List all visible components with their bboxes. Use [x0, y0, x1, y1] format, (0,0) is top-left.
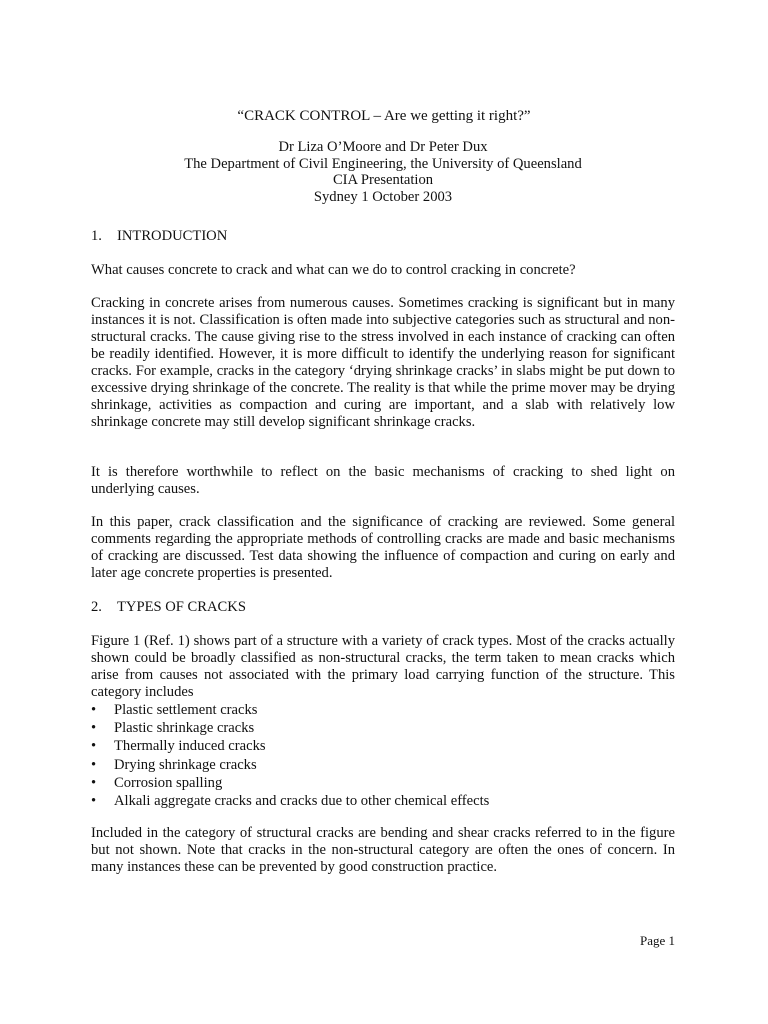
section-title: INTRODUCTION: [117, 228, 228, 244]
paragraph: Included in the category of structural cracks are bending and shear cracks referred to in the figure but not shown. Note that cracks in the non-structural category are often the ones of concern. In many instances these can be prevented by good construction practice.: [91, 825, 675, 875]
section-heading-types-of-cracks: [91, 598, 246, 616]
event-name: CIA Presentation: [332, 172, 434, 188]
page-number: Page 1: [639, 933, 675, 948]
paragraph: Cracking in concrete arises from numerous causes. Sometimes cracking is significant but in many instances it is not. Classification is often made into subjective categories such as structural and non-structural cracks. The cause giving rise to the stress involved in each instance of cracking can often be readily identified. However, it is more difficult to identify the underlying reason for significant cracks. For example, cracks in the category ‘drying shrinkage cracks’ in slabs might be put down to excessive drying shrinkage of the concrete. The reality is that while the prime mover may be drying shrinkage, activities as compaction and curing are important, and a slab with relatively low shrinkage concrete may still develop significant shrinkage cracks.: [91, 295, 675, 430]
byline: [0, 139, 766, 205]
bullet-icon: •: [91, 756, 97, 773]
list-item: • Plastic shrinkage cracks: [91, 720, 255, 737]
bullet-icon: •: [91, 702, 97, 718]
bullet-icon: •: [91, 720, 97, 737]
paragraph: What causes concrete to crack and what can we do to control cracking in concrete?: [91, 262, 576, 278]
paragraph: Figure 1 (Ref. 1) shows part of a structure with a variety of crack types. Most of the cracks actually shown could be broadly classified as non-structural cracks, the term taken to mean cracks which arise from causes not associated with the primary load carrying function of the structure. This category includes: [91, 633, 675, 700]
crack-types-list: [91, 701, 675, 810]
bullet-icon: •: [91, 738, 97, 755]
paragraph: In this paper, crack classification and the significance of cracking are reviewed. Some general comments regarding the appropriate methods of controlling cracks are made and basic mechanisms of cracking are discussed. Test data showing the influence of compaction and curing on early and later age concrete properties is presented.: [91, 514, 675, 581]
section-heading-introduction: [91, 227, 227, 245]
section-number: 2.: [91, 599, 102, 615]
bullet-icon: •: [91, 774, 97, 791]
paragraph: It is therefore worthwhile to reflect on the basic mechanisms of cracking to shed light on underlying causes.: [91, 464, 675, 497]
affiliation: The Department of Civil Engineering, the University of Queensland: [184, 155, 582, 172]
list-item: • Plastic settlement cracks: [91, 702, 258, 718]
section-title: TYPES OF CRACKS: [117, 599, 246, 615]
bullet-icon: •: [91, 793, 97, 810]
authors: Dr Liza O’Moore and Dr Peter Dux: [278, 139, 488, 155]
document-title: “CRACK CONTROL – Are we getting it right?”: [237, 108, 531, 124]
list-item: • Thermally induced cracks: [91, 738, 266, 755]
list-item: • Corrosion spalling: [91, 774, 223, 791]
section-number: 1.: [91, 228, 102, 244]
location-date: Sydney 1 October 2003: [313, 188, 453, 205]
list-item: • Alkali aggregate cracks and cracks due to other chemical effects: [91, 793, 490, 810]
list-item: • Drying shrinkage cracks: [91, 756, 257, 773]
